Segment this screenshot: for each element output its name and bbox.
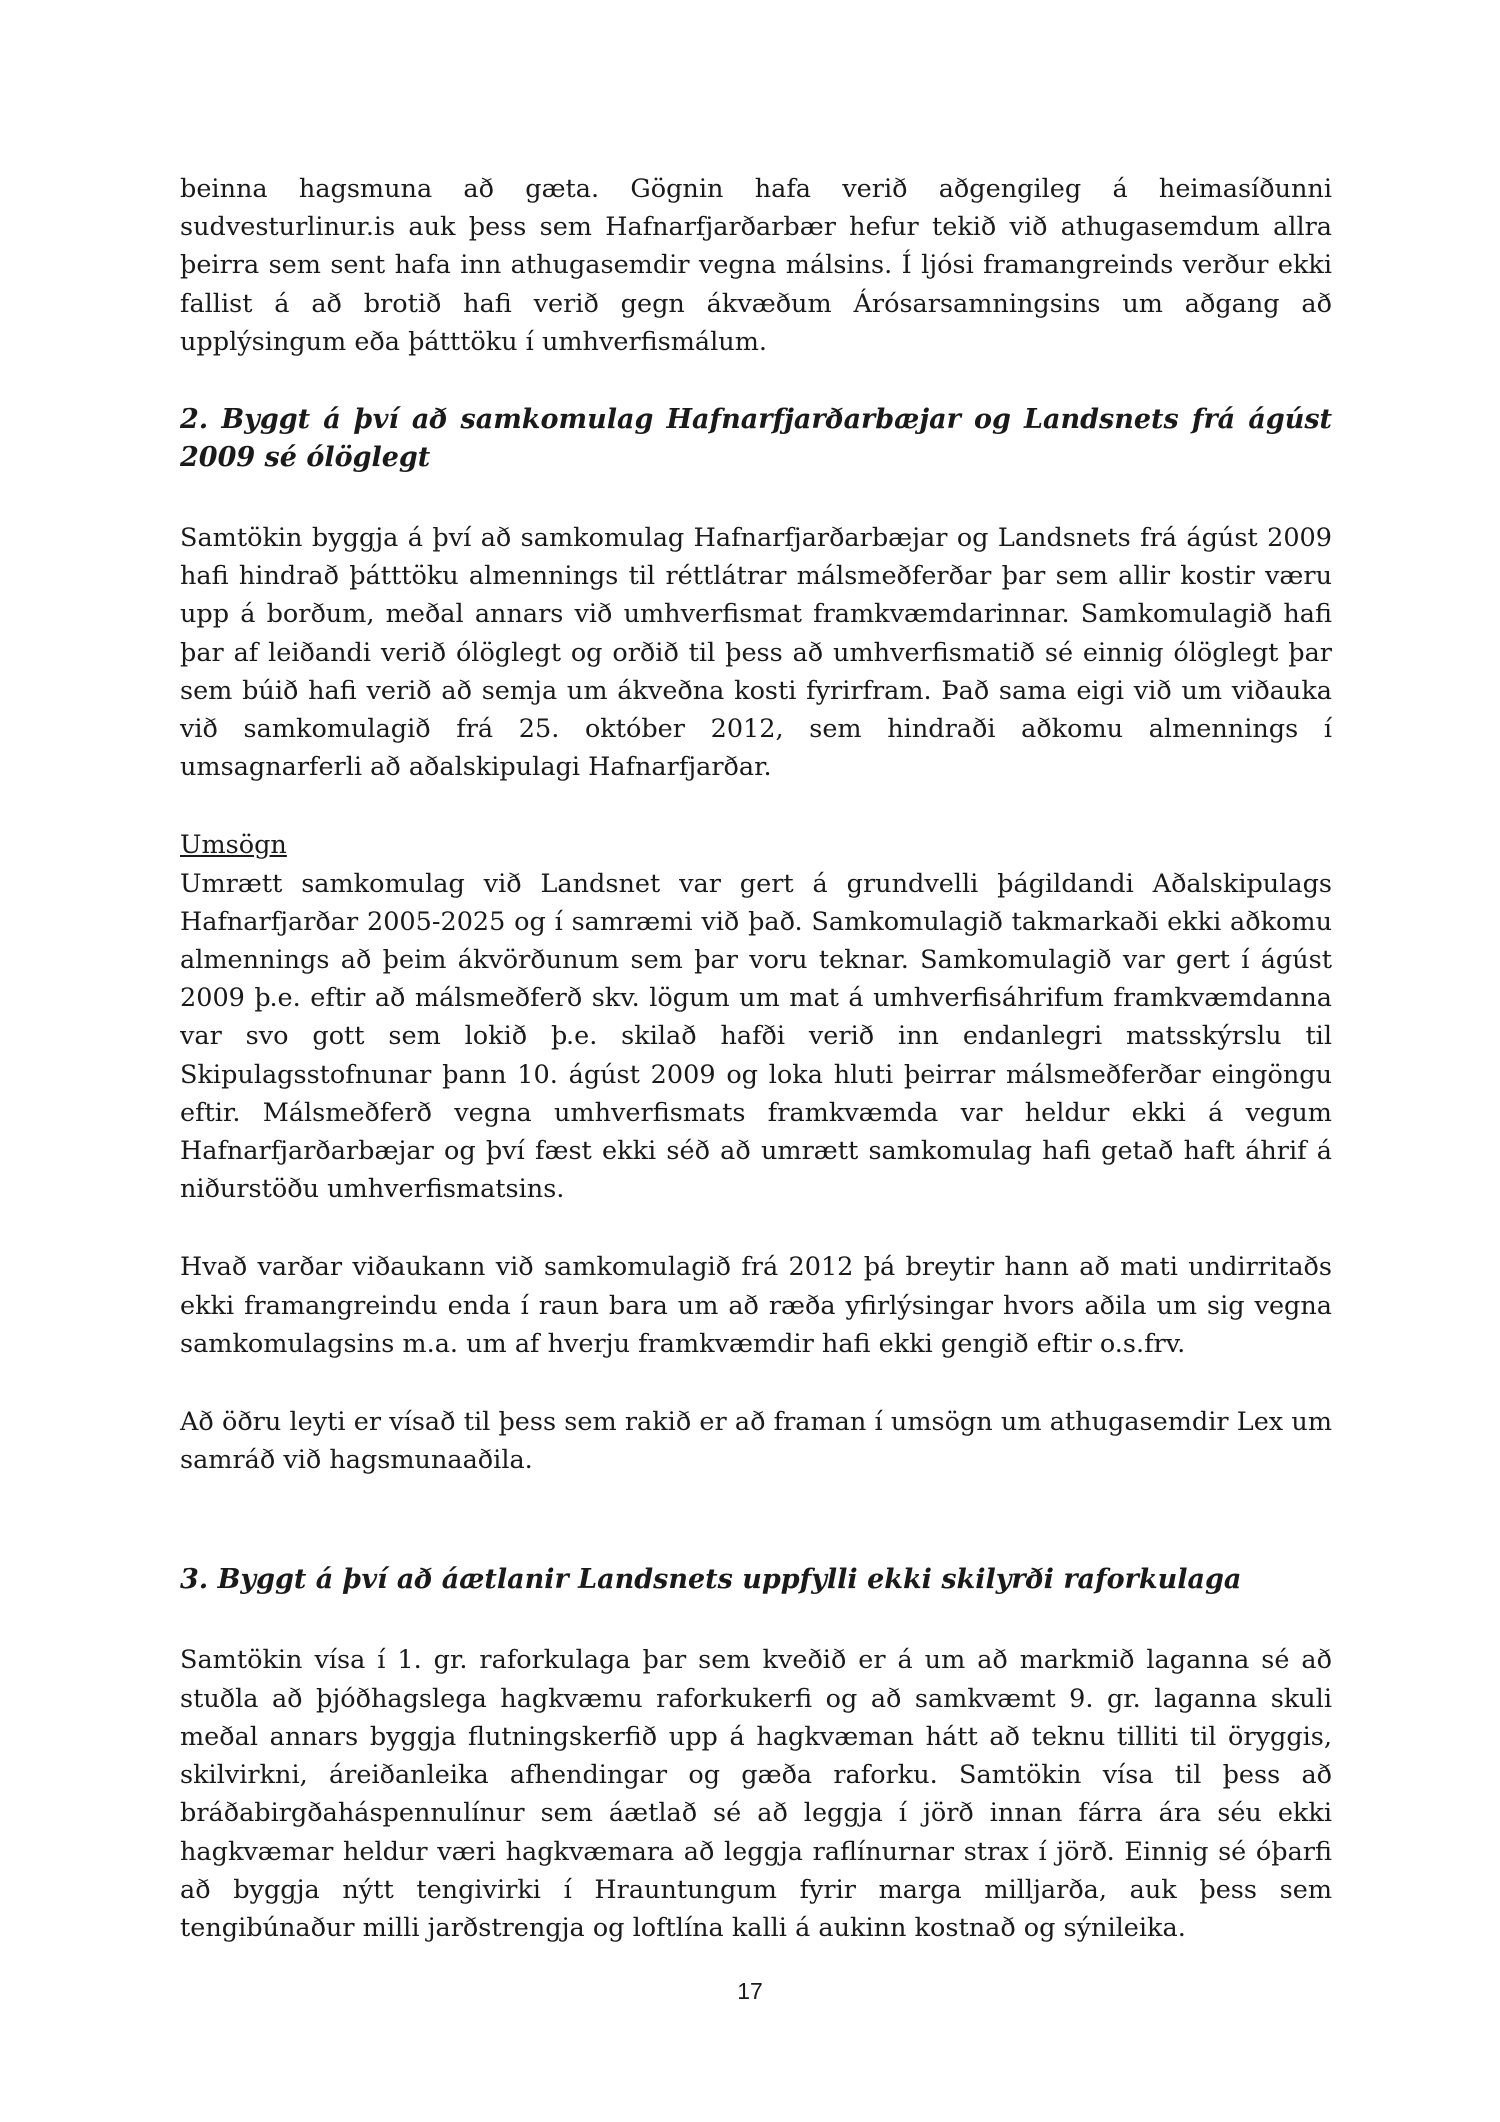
subheading-umsogn: Umsögn <box>180 830 287 861</box>
paragraph-response-2: Umrætt samkomulag við Landsnet var gert á grundvelli þágildandi Aðalskipulags Hafnarfjarðar 2005-2025 og í samræmi við það. Samkomulagið takmarkaði ekki aðkomu almennings að þeim ákvörðunum sem þar voru teknar. Samkomulagið var gert í ágúst 2009 þ.e. eftir að málsmeðferð skv. lögum um mat á umhverfisáhrifum framkvæmdanna var svo gott sem lokið þ.e. skilað hafði verið inn endanlegri matsskýrslu til Skipulagsstofnunar þann 10. ágúst 2009 og loka hluti þeirrar málsmeðferðar eingöngu eftir. Málsmeðferð vegna umhverfismats framkvæmda var heldur ekki á vegum Hafnarfjarðarbæjar og því fæst ekki séð að umrætt samkomulag hafi getað haft áhrif á niðurstöðu umhverfismatsins. <box>180 868 1332 1205</box>
paragraph-reference: Að öðru leyti er vísað til þess sem rakið er að framan í umsögn um athugasemdir Lex um samráð við hagsmunaaðila. <box>180 1407 1332 1476</box>
paragraph-claim-2: Samtökin byggja á því að samkomulag Hafnarfjarðarbæjar og Landsnets frá ágúst 2009 hafi hindrað þátttöku almennings til réttlátrar málsmeðferðar þar sem allir kostir væru upp á borðum, meðal annars við umhverfismat framkvæmdarinnar. Samkomulagið hafi þar af leiðandi verið ólöglegt og orðið til þess að umhverfismatið sé einnig ólöglegt þar sem búið hafi verið að semja um ákveðna kosti fyrirfram. Það sama eigi við um viðauka við samkomulagið frá 25. október 2012, sem hindraði aðkomu almennings í umsagnarferli að aðalskipulagi Hafnarfjarðar. <box>180 523 1332 783</box>
paragraph-intro-continuation: beinna hagsmuna að gæta. Gögnin hafa verið aðgengileg á heimasíðunni sudvesturlinur.is auk þess sem Hafnarfjarðarbær hefur tekið við athugasemdum allra þeirra sem sent hafa inn athugasemdir vegna málsins. Í ljósi framangreinds verður ekki fallist á að brotið hafi verið gegn ákvæðum Árósarsamningsins um aðgang að upplýsingum eða þátttöku í umhverfismálum. <box>180 174 1332 357</box>
section-heading-3: 3. Byggt á því að áætlanir Landsnets uppfylli ekki skilyrði raforkulaga <box>180 1564 1242 1596</box>
paragraph-addendum: Hvað varðar viðaukann við samkomulagið frá 2012 þá breytir hann að mati undirritaðs ekki framangreindu enda í raun bara um að ræða yfirlýsingar hvors aðila um sig vegna samkomulagsins m.a. um af hverju framkvæmdir hafi ekki gengið eftir o.s.frv. <box>180 1252 1332 1359</box>
page-number: 17 <box>737 1978 763 2004</box>
section-heading-2: 2. Byggt á því að samkomulag Hafnarfjarðarbæjar og Landsnets frá ágúst 2009 sé ólöglegt <box>180 404 1332 474</box>
paragraph-claim-3: Samtökin vísa í 1. gr. raforkulaga þar sem kveðið er á um að markmið laganna sé að stuðla að þjóðhagslega hagkvæmu raforkukerfi og að samkvæmt 9. gr. laganna skuli meðal annars byggja flutningskerfið upp á hagkvæman hátt að teknu tilliti til öryggis, skilvirkni, áreiðanleika afhendingar og gæða raforku. Samtökin vísa til þess að bráðabirgðaháspennulínur sem áætlað sé að leggja í jörð innan fárra ára séu ekki hagkvæmar heldur væri hagkvæmara að leggja raflínurnar strax í jörð. Einnig sé óþarfi að byggja nýtt tengivirki í Hrauntungum fyrir marga milljarða, auk þess sem tengibúnaður milli jarðstrengja og loftlína kalli á aukinn kostnað og sýnileika. <box>180 1645 1332 1943</box>
document-page <box>180 170 1332 1947</box>
